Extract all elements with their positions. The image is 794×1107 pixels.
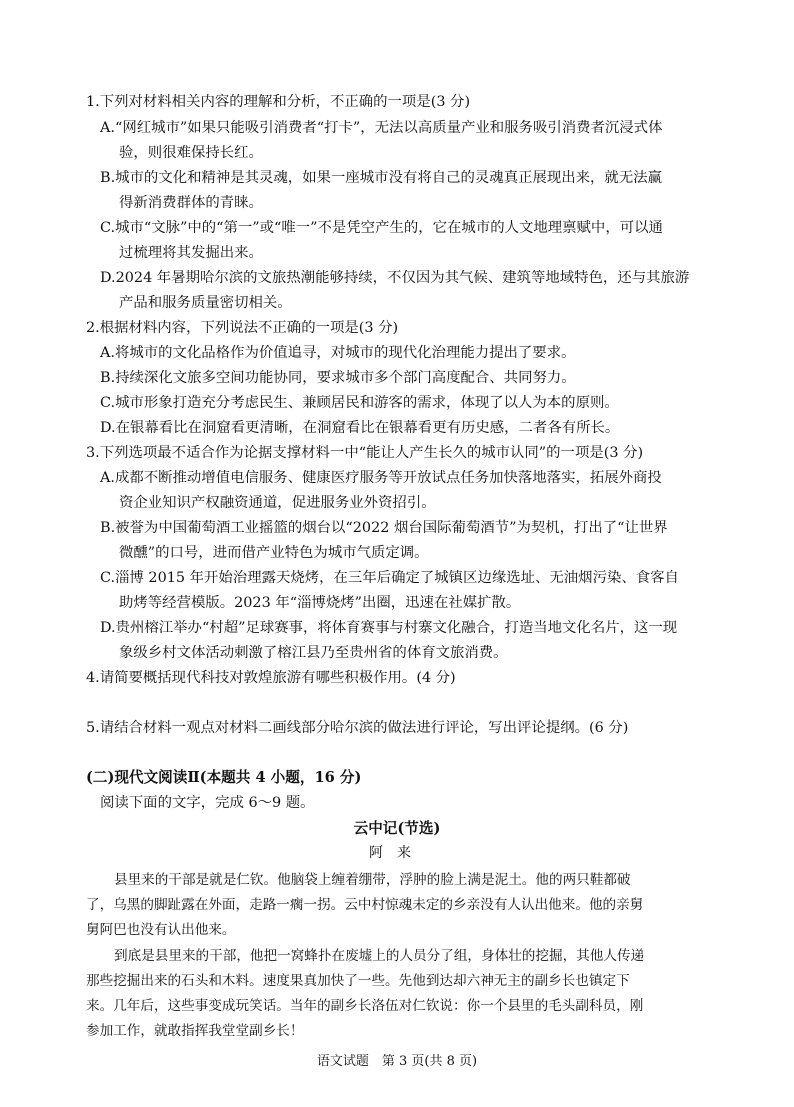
question-1-option-c: C.城市“文脉”中的“第一”或“唯一”不是凭空产生的，它在城市的人文地理禀赋中，可以通 bbox=[100, 220, 663, 236]
question-3-stem: 3.下列选项最不适合作为论据支撑材料一中“能让人产生长久的城市认同”的一项是(3 分) bbox=[86, 445, 644, 461]
question-3-option-a: A.成都不断推动增值电信服务、健康医疗服务等开放试点任务加快落地落实，拓展外商投 bbox=[100, 470, 662, 486]
question-3-option-d-cont: 象级乡村文体活动刺激了榕江县乃至贵州省的体育文旅消费。 bbox=[119, 645, 508, 661]
question-2-stem: 2.根据材料内容，下列说法不正确的一项是(3 分) bbox=[86, 320, 399, 336]
question-2-option-b: B.持续深化文旅多空间功能协同，要求城市多个部门高度配合、共同努力。 bbox=[100, 370, 576, 386]
question-5: 5.请结合材料一观点对材料二画线部分哈尔滨的做法进行评论，写出评论提纲。(6 分) bbox=[86, 720, 629, 736]
passage-paragraph-line: 到底是县里来的干部，他把一窝蜂扑在废墟上的人员分了组，身体壮的挖掘，其他人传递 bbox=[114, 948, 645, 964]
section-instruction: 阅读下面的文字，完成 6～9 题。 bbox=[100, 795, 315, 811]
question-1-option-d: D.2024 年暑期哈尔滨的文旅热潮能够持续，不仅因为其气候、建筑等地域特色，还与其旅游 bbox=[100, 270, 690, 286]
question-3-option-a-cont: 资企业知识产权融资通道，促进服务业外资招引。 bbox=[119, 495, 436, 511]
passage-paragraph-line: 了，乌黑的脚趾露在外面，走路一瘸一拐。云中村惊魂未定的乡亲没有人认出他来。他的亲舅 bbox=[86, 897, 644, 913]
question-2-option-d: D.在银幕看比在洞窟看更清晰，在洞窟看比在银幕看更有历史感，二者各有所长。 bbox=[100, 420, 620, 436]
question-1-stem: 1.下列对材料相关内容的理解和分析，不正确的一项是(3 分) bbox=[86, 94, 471, 110]
question-1-option-b-cont: 得新消费群体的青睐。 bbox=[119, 195, 263, 211]
passage-paragraph-line: 县里来的干部是就是仁钦。他脑袋上缠着绷带，浮肿的脸上满是泥土。他的两只鞋都破 bbox=[114, 872, 631, 888]
question-1-option-c-cont: 过梳理将其发掘出来。 bbox=[119, 245, 263, 261]
question-3-option-b: B.被誉为中国葡萄酒工业摇篮的烟台以“2022 烟台国际葡萄酒节”为契机，打出了“让世界 bbox=[100, 520, 668, 536]
passage-author: 阿来 bbox=[369, 845, 425, 861]
question-2-option-c: C.城市形象打造充分考虑民生、兼顾居民和游客的需求，体现了以人为本的原则。 bbox=[100, 395, 619, 411]
question-1-option-a: A.“网红城市”如果只能吸引消费者“打卡”，无法以高质量产业和服务吸引消费者沉浸式体 bbox=[100, 120, 663, 136]
question-3-option-d: D.贵州榕江举办“村超”足球赛事，将体育赛事与村寨文化融合，打造当地文化名片，这一现 bbox=[100, 620, 678, 636]
question-4: 4.请简要概括现代科技对敦煌旅游有哪些积极作用。(4 分) bbox=[86, 670, 456, 686]
page-footer: 语文试题 第 3 页(共 8 页) bbox=[316, 1054, 478, 1069]
passage-paragraph-line: 舅阿巴也没有认出他来。 bbox=[86, 922, 236, 938]
passage-title: 云中记(节选) bbox=[353, 820, 441, 837]
question-3-option-c: C.淄博 2015 年开始治理露天烧烤，在三年后确定了城镇区边缘选址、无油烟污染、食客自 bbox=[100, 570, 679, 586]
section-heading: (二)现代文阅读Ⅱ(本题共 4 小题，16 分) bbox=[86, 769, 362, 786]
question-1-option-d-cont: 产品和服务质量密切相关。 bbox=[119, 295, 292, 311]
passage-paragraph-line: 那些挖掘出来的石头和木料。速度果真加快了一些。先他到达却六神无主的副乡长也镇定下 bbox=[86, 973, 630, 989]
passage-paragraph-line: 参加工作，就敢指挥我堂堂副乡长！ bbox=[86, 1023, 304, 1039]
question-2-option-a: A.将城市的文化品格作为价值追寻，对城市的现代化治理能力提出了要求。 bbox=[100, 345, 576, 361]
question-3-option-b-cont: 微醺”的口号，进而借产业特色为城市气质定调。 bbox=[119, 545, 429, 561]
question-1-option-b: B.城市的文化和精神是其灵魂，如果一座城市没有将自己的灵魂真正展现出来，就无法赢 bbox=[100, 170, 662, 186]
passage-paragraph-line: 来。几年后，这些事变成玩笑话。当年的副乡长洛伍对仁钦说：你一个县里的毛头副科员，刚 bbox=[86, 998, 644, 1014]
question-3-option-c-cont: 助烤等经营模版。2023 年“淄博烧烤”出圈，迅速在社媒扩散。 bbox=[119, 595, 521, 611]
question-1-option-a-cont: 验，则很难保持长红。 bbox=[119, 145, 263, 161]
